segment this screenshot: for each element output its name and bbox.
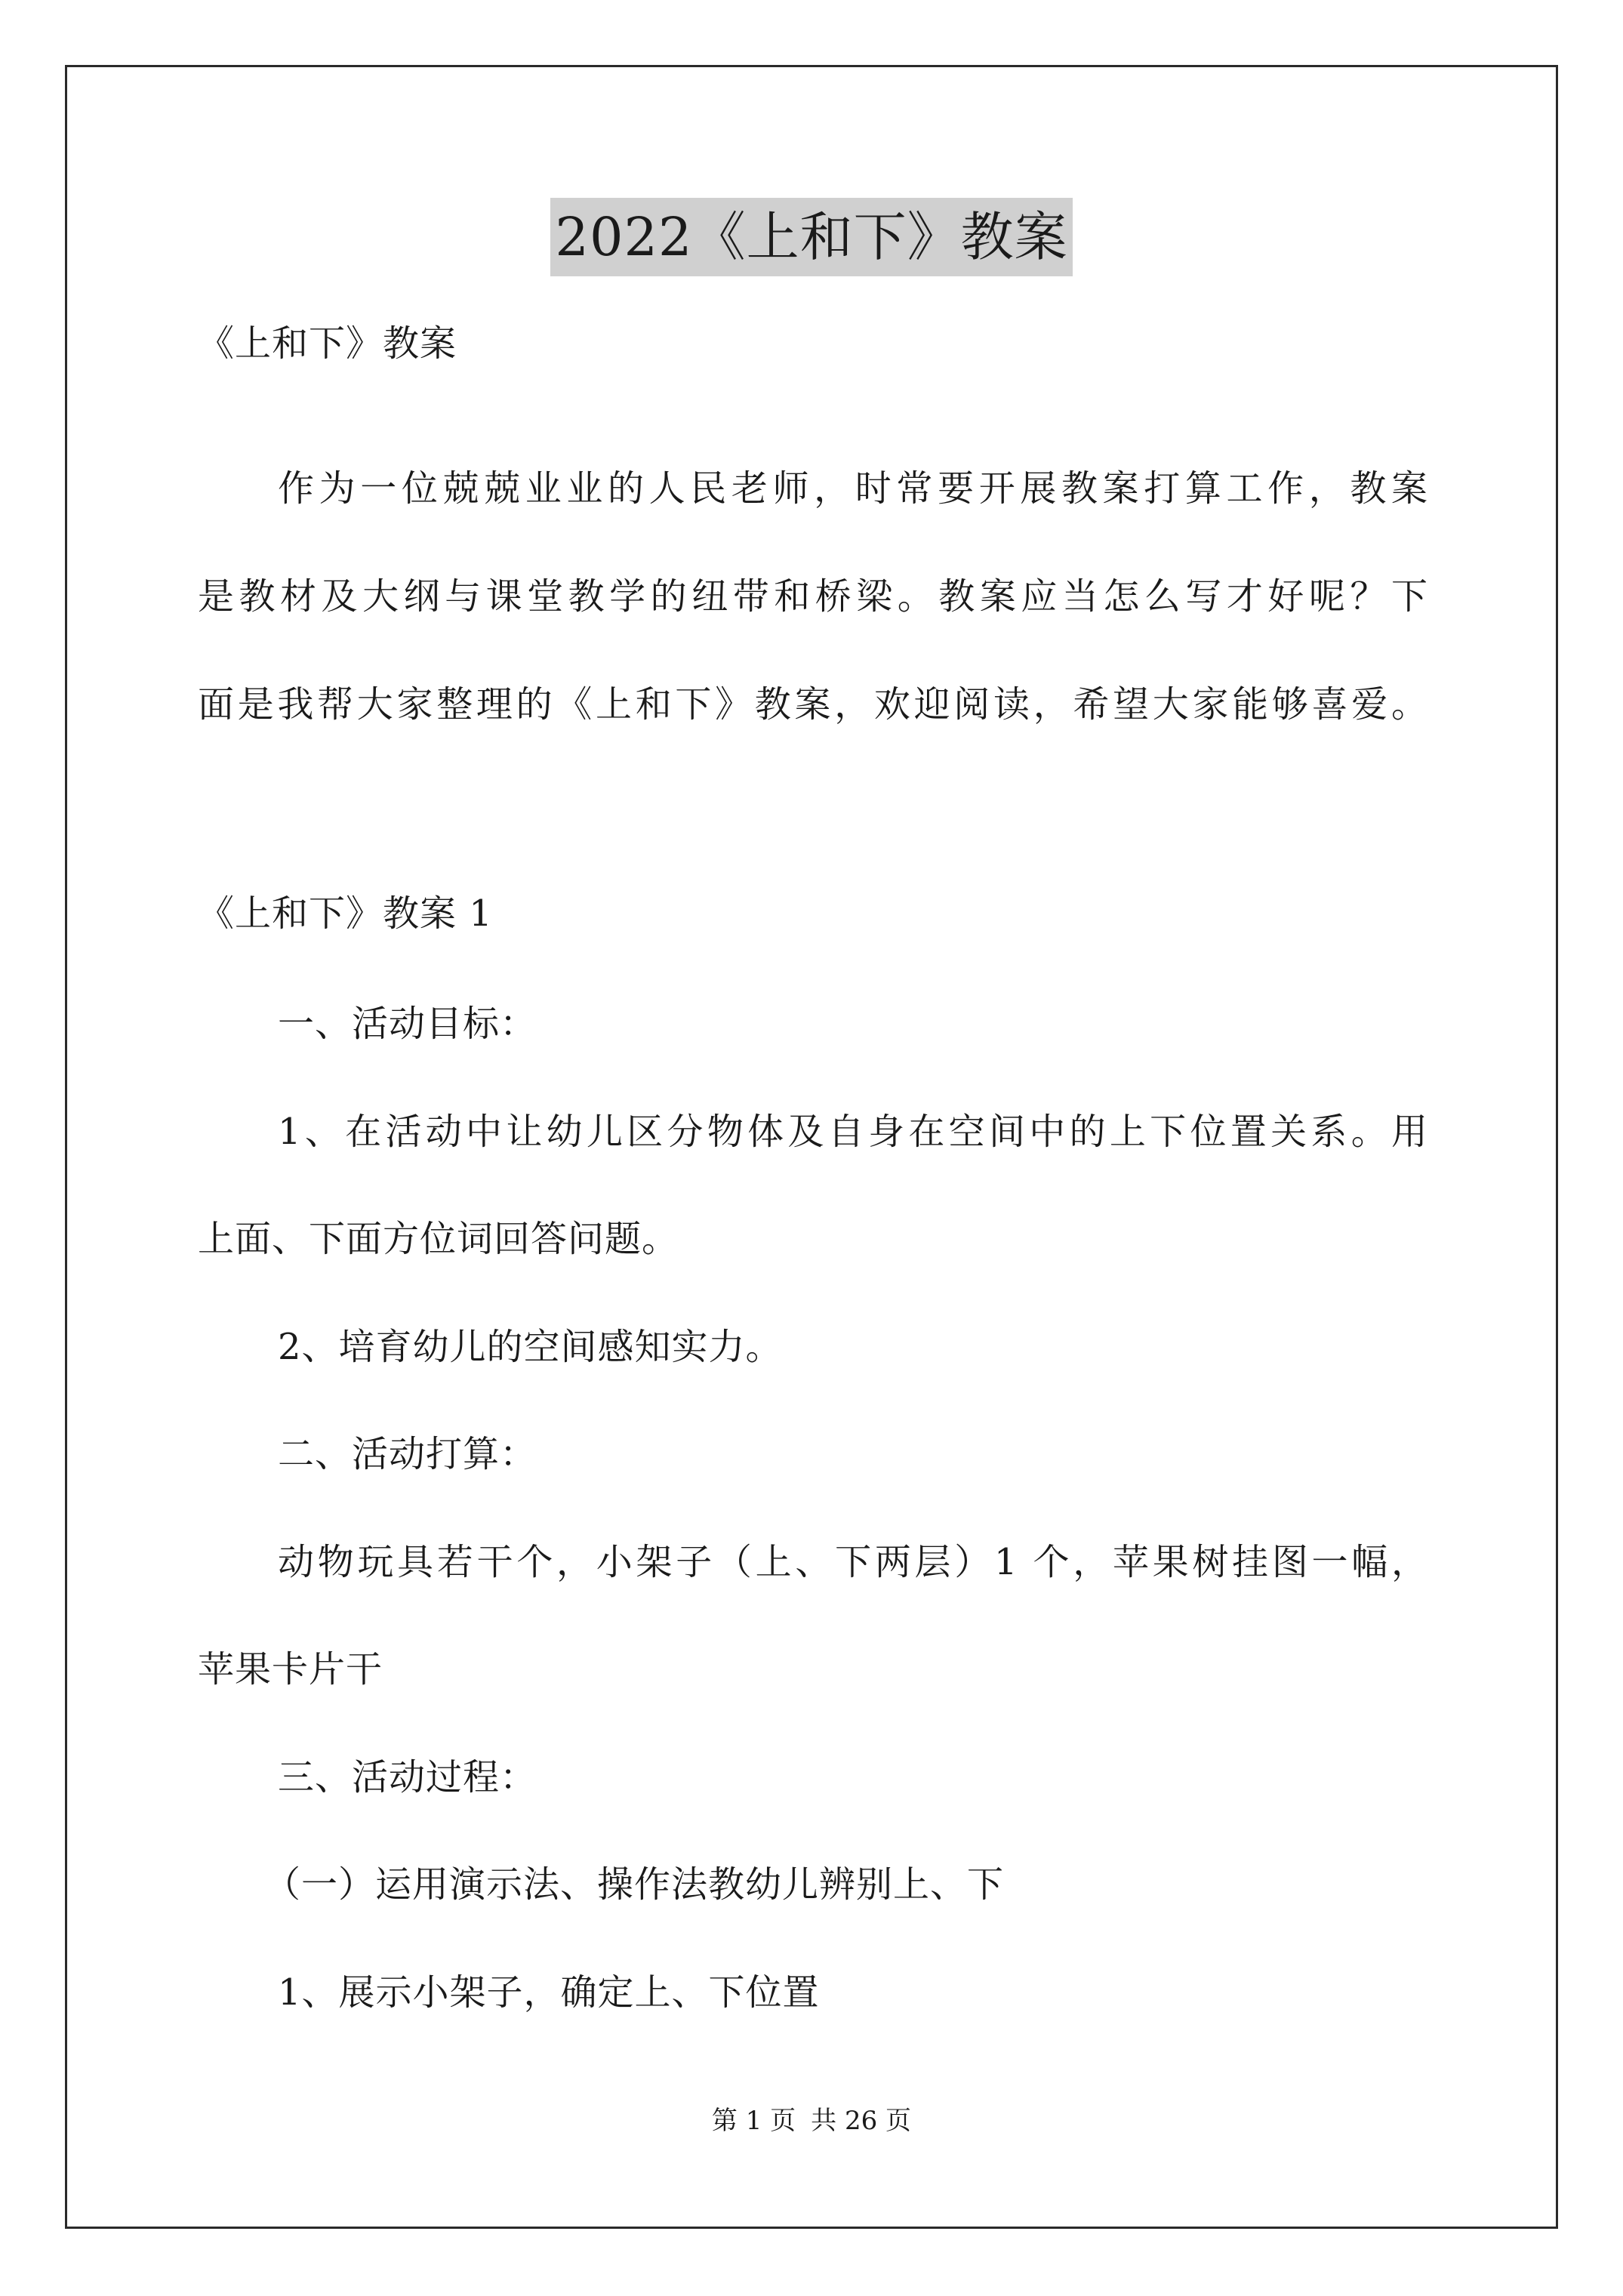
paragraph-line: 一、活动目标：	[278, 1003, 537, 1045]
paragraph-line: 作为一位兢兢业业的人民老师，时常要开展教案打算工作，教案	[278, 467, 1428, 510]
paragraph-line: 1、展示小架子，确定上、下位置	[278, 1971, 820, 2014]
section-heading: 《上和下》教案 1	[198, 892, 493, 935]
paragraph-line: 2、培育幼儿的空间感知实力。	[278, 1326, 783, 1368]
paragraph-line: 1、在活动中让幼儿区分物体及自身在空间中的上下位置关系。用	[278, 1111, 1428, 1153]
subtitle-line: 《上和下》教案	[198, 322, 457, 365]
document-title: 2022《上和下》教案	[550, 198, 1072, 276]
paragraph-line: （一）运用演示法、操作法教幼儿辨别上、下	[264, 1863, 1005, 1906]
paragraph-line: 是教材及大纲与课堂教学的纽带和桥梁。教案应当怎么写才好呢？下	[198, 575, 1428, 618]
title-container	[0, 198, 1623, 276]
paragraph-line: 上面、下面方位词回答问题。	[198, 1218, 679, 1260]
paragraph-line: 面是我帮大家整理的《上和下》教案，欢迎阅读，希望大家能够喜爱。	[198, 683, 1428, 726]
page-footer	[0, 2104, 1623, 2137]
paragraph-line: 三、活动过程：	[278, 1756, 537, 1798]
paragraph-line: 苹果卡片干	[198, 1648, 383, 1690]
page-total: 共 26 页	[811, 2106, 912, 2136]
paragraph-line: 动物玩具若干个，小架子（上、下两层）1 个，苹果树挂图一幅，	[278, 1541, 1428, 1583]
page-number: 第 1 页	[711, 2106, 796, 2136]
paragraph-line: 二、活动打算：	[278, 1433, 537, 1475]
